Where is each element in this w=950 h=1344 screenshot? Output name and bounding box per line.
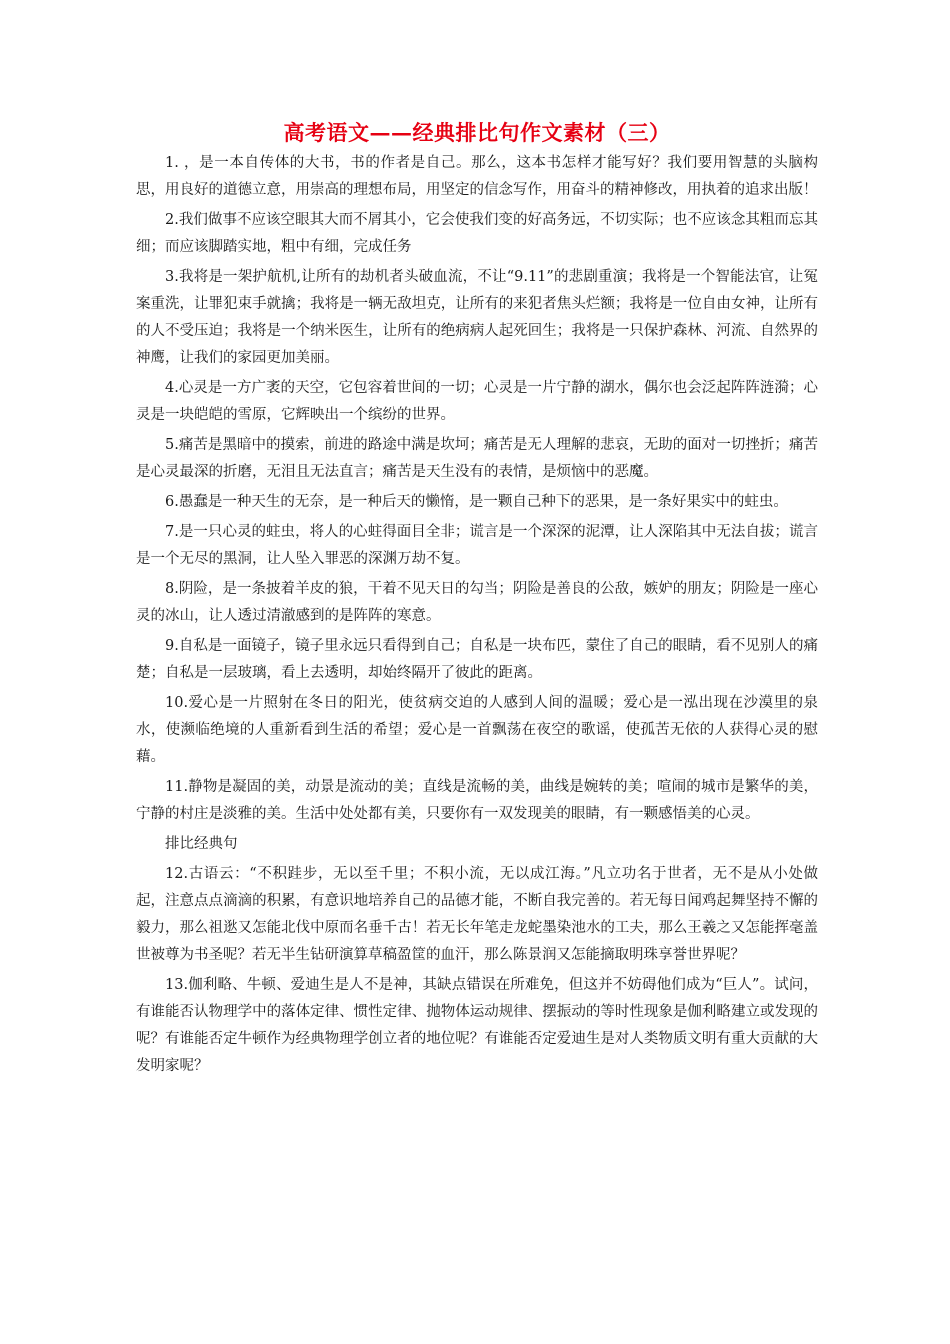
paragraph-4: 4.心灵是一方广袤的天空，它包容着世间的一切；心灵是一片宁静的湖水，偶尔也会泛起阵阵涟漪；心灵是一块皑皑的雪原，它辉映出一个缤纷的世界。 [136, 380, 818, 423]
section-subheading: 排比经典句 [165, 836, 238, 852]
document-title: 高考语文——经典排比句作文素材（三） [283, 120, 671, 145]
paragraph-9: 9.自私是一面镜子，镜子里永远只看得到自己；自私是一块布匹，蒙住了自己的眼睛，看不见别人的痛楚；自私是一层玻璃，看上去透明，却始终隔开了彼此的距离。 [136, 638, 818, 681]
paragraph-13: 13.伽利略、牛顿、爱迪生是人不是神，其缺点错误在所难免，但这并不妨碍他们成为“巨人”。试问，有谁能否认物理学中的落体定律、惯性定律、抛物体运动规律、摆振动的等时性现象是伽利略建立或发现的呢？有谁能否定牛顿作为经典物理学创立者的地位呢？有谁能否定爱迪生是对人类物质文明有重大贡献的大发明家呢？ [136, 977, 818, 1074]
paragraph-6: 6.愚蠢是一种天生的无奈，是一种后天的懒惰，是一颗自己种下的恶果，是一条好果实中的蛀虫。 [165, 494, 788, 510]
paragraph-3: 3.我将是一架护航机,让所有的劫机者头破血流，不让“9.11”的悲剧重演；我将是一个智能法官，让冤案重洗，让罪犯束手就擒；我将是一辆无敌坦克，让所有的来犯者焦头烂额；我将是一位自由女神，让所有的人不受压迫；我将是一个纳米医生，让所有的绝病病人起死回生；我将是一只保护森林、河流、自然界的神鹰，让我们的家园更加美丽。 [136, 269, 818, 366]
paragraph-11: 11.静物是凝固的美，动景是流动的美；直线是流畅的美，曲线是婉转的美；喧闹的城市是繁华的美，宁静的村庄是淡雅的美。生活中处处都有美，只要你有一双发现美的眼睛，有一颗感悟美的心灵。 [136, 779, 818, 822]
paragraph-5: 5.痛苦是黑暗中的摸索，前进的路途中满是坎坷；痛苦是无人理解的悲哀，无助的面对一切挫折；痛苦是心灵最深的折磨，无泪且无法直言；痛苦是天生没有的表情，是烦恼中的恶魔。 [136, 437, 818, 480]
paragraph-2: 2.我们做事不应该空眼其大而不屑其小，它会使我们变的好高务远，不切实际；也不应该念其粗而忘其细；而应该脚踏实地，粗中有细，完成任务 [136, 212, 818, 255]
document-page [136, 118, 818, 1083]
paragraph-8: 8.阴险，是一条披着羊皮的狼，干着不见天日的勾当；阴险是善良的公敌，嫉妒的朋友；阴险是一座心灵的冰山，让人透过清澈感到的是阵阵的寒意。 [136, 581, 818, 624]
paragraph-10: 10.爱心是一片照射在冬日的阳光，使贫病交迫的人感到人间的温暖；爱心是一泓出现在沙漠里的泉水，使濒临绝境的人重新看到生活的希望；爱心是一首飘荡在夜空的歌谣，使孤苦无依的人获得心灵的慰藉。 [136, 695, 818, 765]
paragraph-7: 7.是一只心灵的蛀虫，将人的心蛀得面目全非；谎言是一个深深的泥潭，让人深陷其中无法自拔；谎言是一个无尽的黑洞，让人坠入罪恶的深渊万劫不复。 [136, 524, 818, 567]
paragraph-12: 12.古语云：“不积跬步，无以至千里；不积小流，无以成江海。”凡立功名于世者，无不是从小处做起，注意点点滴滴的积累，有意识地培养自己的品德才能，不断自我完善的。若无每日闻鸡起舞坚持不懈的毅力，那么祖逖又怎能北伐中原而名垂千古！若无长年笔走龙蛇墨染池水的工夫，那么王羲之又怎能挥毫盖世被尊为书圣呢？若无半生钻研演算草稿盈筐的血汗，那么陈景润又怎能摘取明珠享誉世界呢？ [136, 866, 818, 963]
paragraph-1: 1. ，是一本自传体的大书，书的作者是自己。那么，这本书怎样才能写好？我们要用智慧的头脑构思，用良好的道德立意，用崇高的理想布局，用坚定的信念写作，用奋斗的精神修改，用执着的追求出版！ [136, 155, 818, 198]
